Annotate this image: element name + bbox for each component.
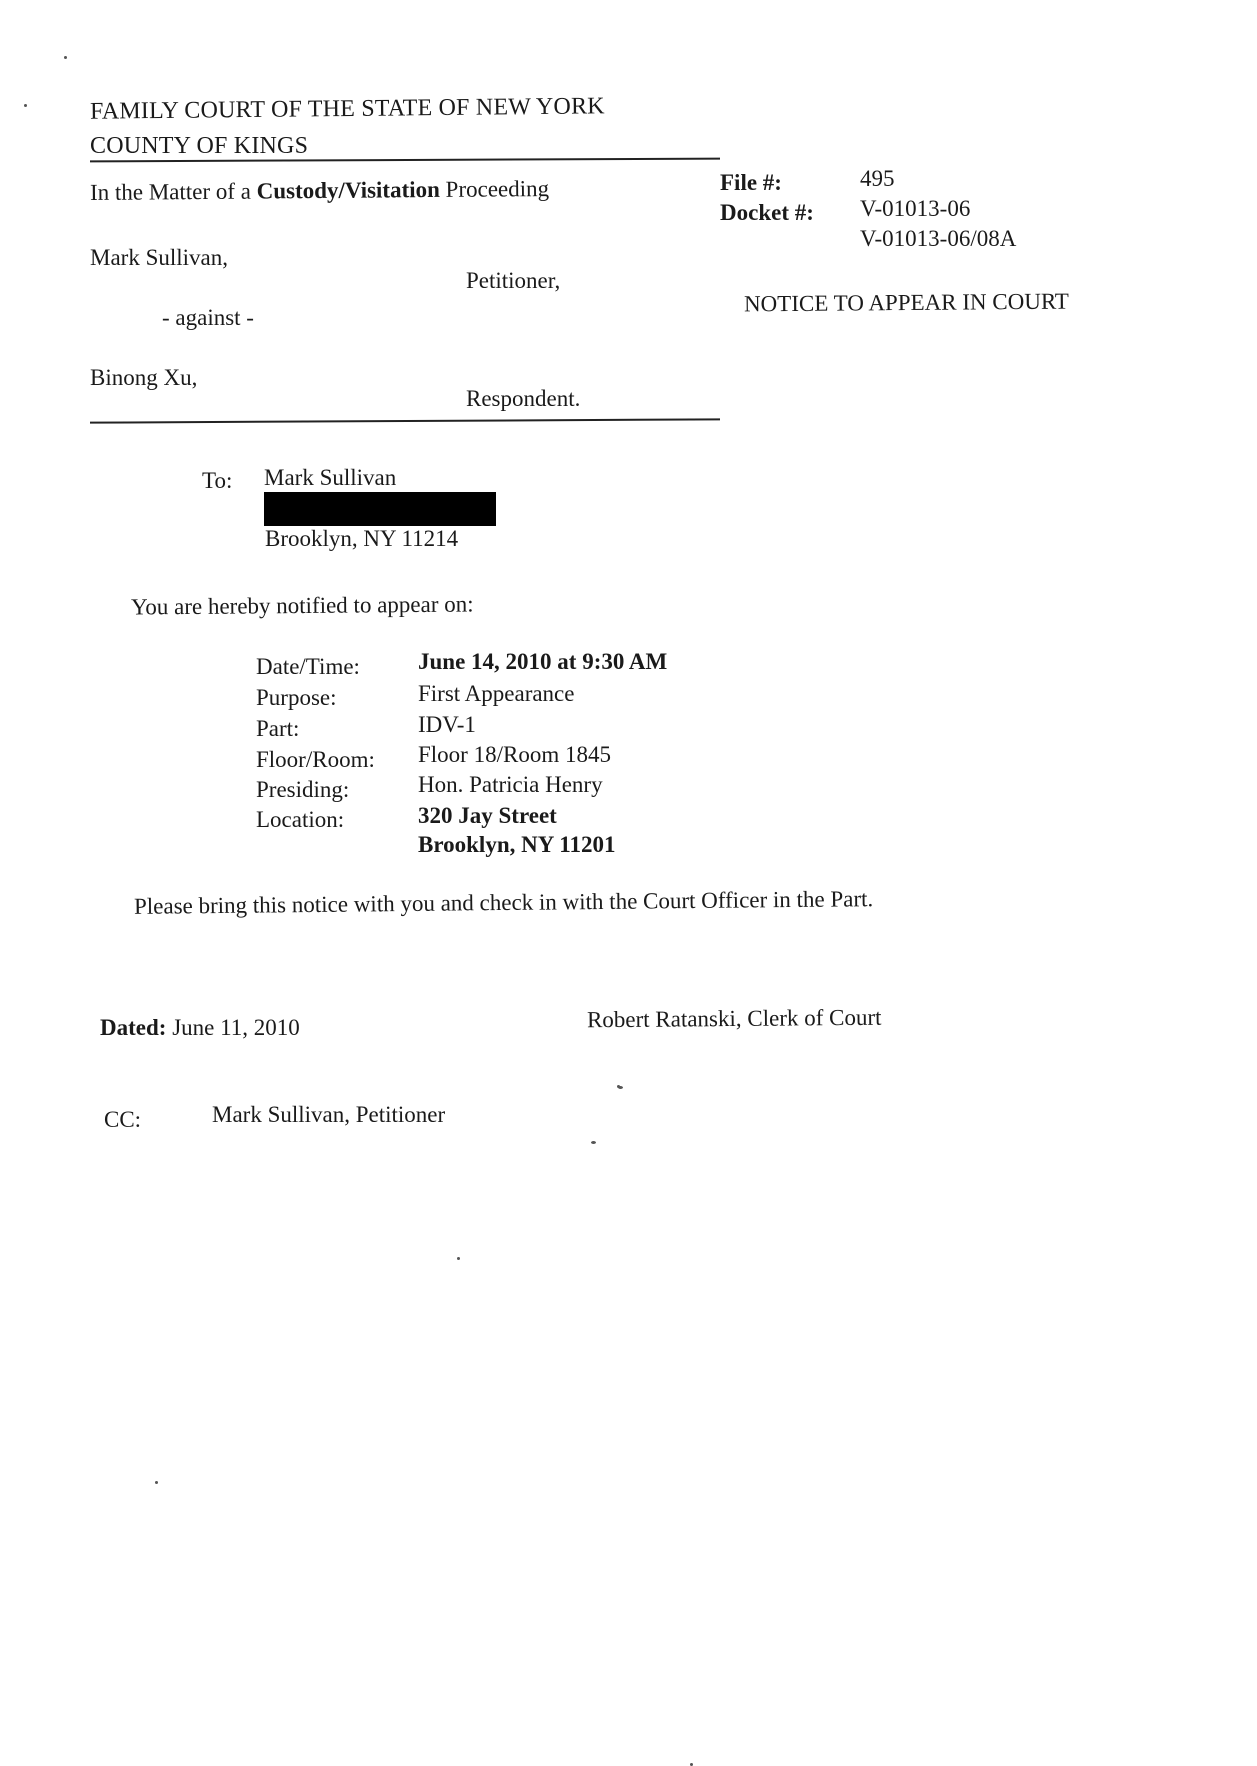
to-label: To: <box>202 468 233 493</box>
recipient-city: Brooklyn, NY 11214 <box>265 526 459 551</box>
scan-speck <box>155 1481 158 1484</box>
presiding-label: Presiding: <box>256 777 350 802</box>
file-number: 495 <box>860 166 895 191</box>
part-label: Part: <box>256 716 300 741</box>
matter-line <box>90 176 549 206</box>
location-street: 320 Jay Street <box>418 803 557 828</box>
dated-label: Dated: <box>100 1015 167 1040</box>
purpose-label: Purpose: <box>256 685 337 710</box>
scan-speck <box>457 1257 460 1260</box>
scan-speck <box>617 1085 620 1088</box>
matter-suffix: Proceeding <box>439 175 550 202</box>
cc-label: CC: <box>104 1107 142 1132</box>
county-name: COUNTY OF KINGS <box>90 133 309 159</box>
scan-speck <box>24 104 27 107</box>
notice-title: NOTICE TO APPEAR IN COURT <box>743 288 1070 317</box>
court-name: FAMILY COURT OF THE STATE OF NEW YORK <box>89 93 605 125</box>
matter-type: Custody/Visitation <box>256 176 440 204</box>
matter-prefix: In the Matter of a <box>89 178 257 206</box>
presiding-value: Hon. Patricia Henry <box>418 772 603 797</box>
notified-text: You are hereby notified to appear on: <box>130 591 474 620</box>
floor-room-value: Floor 18/Room 1845 <box>418 742 611 767</box>
file-label: File #: <box>720 170 782 195</box>
petitioner-name: Mark Sullivan, <box>90 245 228 270</box>
part-value: IDV-1 <box>418 712 476 737</box>
date-time-value: June 14, 2010 at 9:30 AM <box>418 649 668 674</box>
location-city: Brooklyn, NY 11201 <box>418 832 616 857</box>
against-text: - against - <box>162 305 254 330</box>
petitioner-role: Petitioner, <box>466 268 561 293</box>
cc-value: Mark Sullivan, Petitioner <box>212 1102 446 1127</box>
docket-number-1: V-01013-06 <box>860 196 971 221</box>
recipient-name: Mark Sullivan <box>264 465 397 490</box>
respondent-role: Respondent. <box>466 386 581 411</box>
scan-speck <box>64 56 67 59</box>
instruction-text: Please bring this notice with you and check in with the Court Officer in the Part. <box>133 886 874 919</box>
respondent-name: Binong Xu, <box>90 365 198 390</box>
date-time-label: Date/Time: <box>256 654 360 679</box>
redacted-street-address <box>264 492 496 526</box>
floor-room-label: Floor/Room: <box>256 747 375 772</box>
location-label: Location: <box>256 807 345 832</box>
dated-line <box>100 1015 300 1041</box>
scan-speck <box>591 1141 596 1144</box>
docket-label: Docket #: <box>720 200 814 225</box>
docket-number-2: V-01013-06/08A <box>860 226 1017 251</box>
clerk-signature: Robert Ratanski, Clerk of Court <box>586 1004 882 1033</box>
caption-bottom-rule <box>90 418 720 423</box>
purpose-value: First Appearance <box>418 681 575 706</box>
dated-value: June 11, 2010 <box>166 1015 300 1040</box>
